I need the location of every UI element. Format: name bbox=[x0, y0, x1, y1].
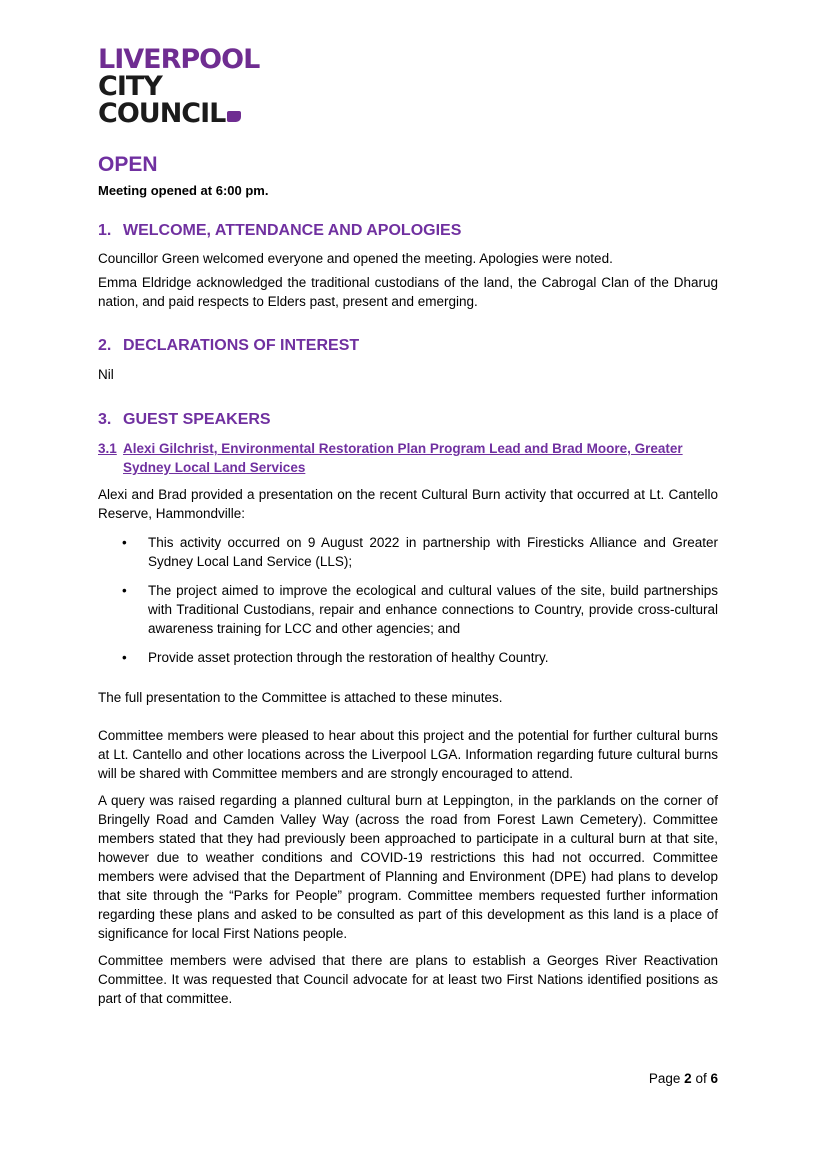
section-1-para-2: Emma Eldridge acknowledged the traditional custodians of the land, the Cabrogal Clan of the Dharug nation, and paid respects to Elders past, present and emerging. bbox=[98, 275, 718, 309]
section-2-number: 2. bbox=[98, 337, 112, 354]
section-2-para-1: Nil bbox=[98, 367, 114, 382]
bullet-icon: • bbox=[122, 650, 127, 665]
section-2-title: DECLARATIONS OF INTEREST bbox=[123, 337, 360, 354]
subsection-3-1-title[interactable]: Alexi Gilchrist, Environmental Restoration Plan Program Lead and Brad Moore, Greater Sydney Local Land Services bbox=[123, 441, 683, 475]
council-logo bbox=[98, 46, 259, 127]
section-3-query-para: A query was raised regarding a planned cultural burn at Leppington, in the parklands on the corner of Bringelly Road and Camden Valley Way (across the road from Forest Lawn Cemetery). Committee members stated that they had previously been approached to participate in a cultural burn at that site, however due to weather conditions and COVID-19 restrictions this had not occurred. Committee members were advised that the Department of Planning and Environment (DPE) had plans to develop that site through the “Parks for People” program. Committee members requested further information regarding these plans and asked to be consulted as part of this development as this land is a place of significance for local First Nations people. bbox=[98, 793, 718, 941]
subsection-3-1-heading[interactable] bbox=[98, 439, 718, 477]
section-1-para-1: Councillor Green welcomed everyone and opened the meeting. Apologies were noted. bbox=[98, 251, 613, 266]
current-page-number: 2 bbox=[684, 1071, 692, 1086]
meeting-opened-text: Meeting opened at 6:00 pm. bbox=[98, 183, 269, 198]
logo-line-2: CITY bbox=[98, 71, 162, 102]
section-3-georges-para: Committee members were advised that there are plans to establish a Georges River Reactivation Committee. It was requested that Council advocate for at least two First Nations identified positions as part of that committee. bbox=[98, 953, 718, 1006]
logo-line-3 bbox=[98, 100, 259, 127]
total-pages-number: 6 bbox=[710, 1071, 718, 1086]
section-3-number: 3. bbox=[98, 411, 112, 428]
list-item bbox=[98, 533, 718, 571]
section-1-number: 1. bbox=[98, 222, 112, 239]
section-3-title: GUEST SPEAKERS bbox=[123, 411, 271, 428]
logo-line-1: LIVERPOOL bbox=[98, 44, 260, 75]
list-item-text: The project aimed to improve the ecological and cultural values of the site, build partnerships with Traditional Custodians, repair and enhance connections to Country, provide cross-cultural awareness training for LCC and other agencies; and bbox=[148, 583, 718, 636]
logo-line-3-text: COUNCIL bbox=[98, 98, 226, 129]
section-3-pleased-para: Committee members were pleased to hear about this project and the potential for further cultural burns at Lt. Cantello and other locations across the Liverpool LGA. Information regarding future cultural burns will be shared with Committee members and are strongly encouraged to attend. bbox=[98, 728, 718, 781]
bullet-icon: • bbox=[122, 535, 127, 550]
list-item bbox=[98, 648, 718, 667]
page-footer bbox=[649, 1071, 718, 1086]
list-item-text: This activity occurred on 9 August 2022 in partnership with Firesticks Alliance and Greater Sydney Local Land Service (LLS); bbox=[148, 535, 718, 569]
section-3-heading bbox=[98, 410, 718, 430]
page-word: Page bbox=[648, 1071, 681, 1086]
open-heading: OPEN bbox=[98, 153, 158, 176]
section-2-heading bbox=[98, 336, 718, 356]
section-1-heading bbox=[98, 221, 718, 241]
section-3-intro: Alexi and Brad provided a presentation on the recent Cultural Burn activity that occurred at Lt. Cantello Reserve, Hammondville: bbox=[98, 487, 718, 521]
minutes-content bbox=[98, 152, 718, 1008]
section-1-title: WELCOME, ATTENDANCE AND APOLOGIES bbox=[123, 222, 462, 239]
logo-mark-icon bbox=[227, 111, 241, 122]
list-item-text: Provide asset protection through the restoration of healthy Country. bbox=[148, 650, 549, 665]
section-3-attached-text: The full presentation to the Committee is attached to these minutes. bbox=[98, 690, 503, 705]
section-3-bullet-list bbox=[98, 533, 718, 667]
subsection-3-1-number: 3.1 bbox=[98, 441, 117, 456]
bullet-icon: • bbox=[122, 583, 127, 598]
list-item bbox=[98, 581, 718, 638]
of-word: of bbox=[695, 1071, 707, 1086]
